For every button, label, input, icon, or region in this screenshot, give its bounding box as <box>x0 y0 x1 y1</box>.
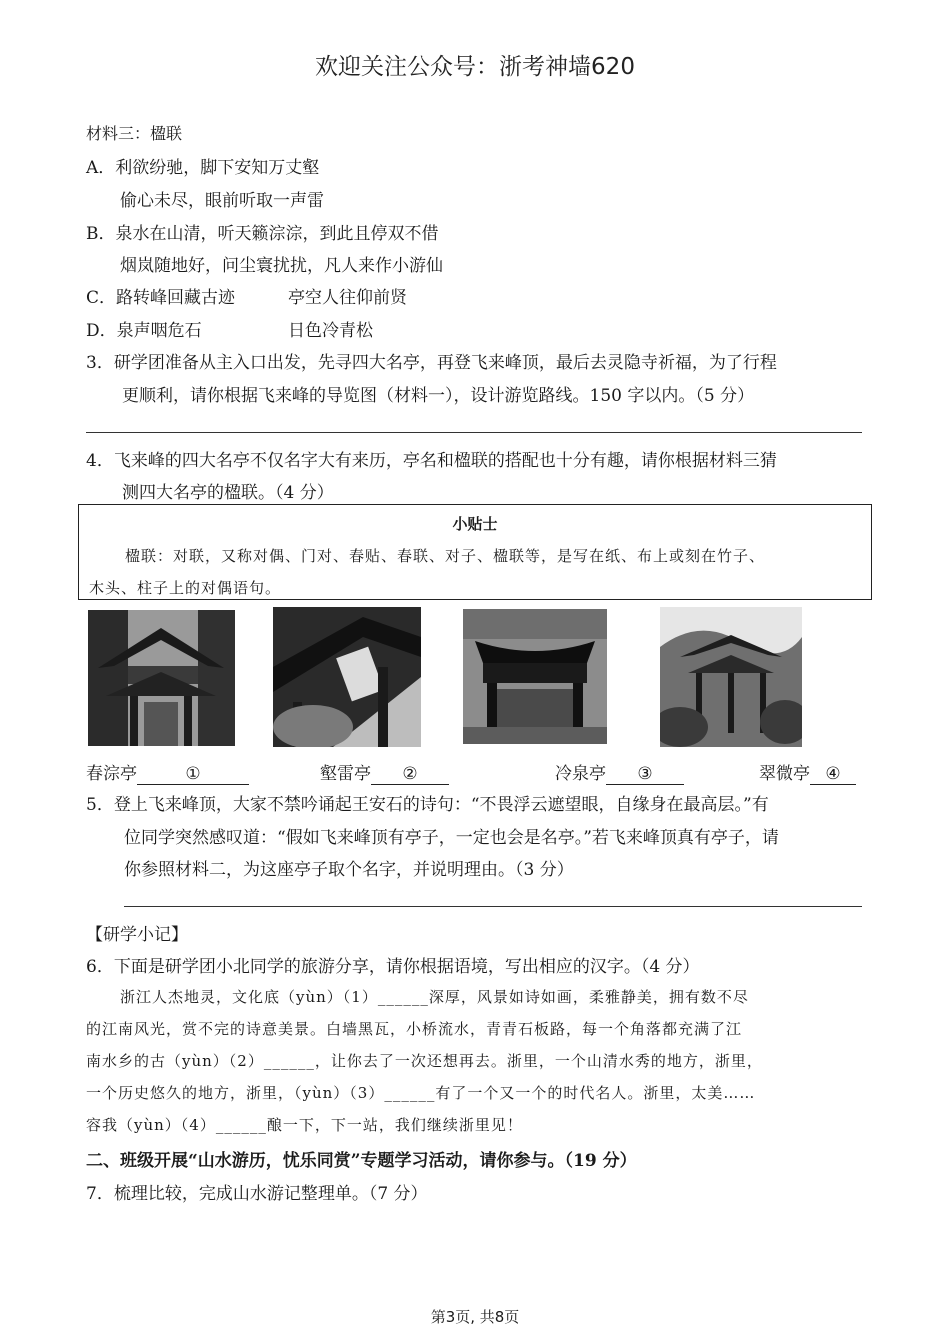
pavilion-name-3: 冷泉亭 <box>555 764 606 784</box>
q6-intro: 6．下面是研学团小北同学的旅游分享，请你根据语境，写出相应的汉字。（4 分） <box>86 957 700 977</box>
tip-line1: 楹联：对联，又称对偶、门对、春贴、春联、对子、楹联等，是写在纸、布上或刻在竹子、 <box>125 547 766 565</box>
q4-line2: 测四大名亭的楹联。（4 分） <box>122 483 334 503</box>
q3-line2: 更顺利，请你根据飞来峰的导览图（材料一），设计游览路线。150 字以内。（5 分） <box>122 386 755 406</box>
pavilion-name-2: 壑雷亭 <box>320 764 371 784</box>
tip-line2: 木头、柱子上的对偶语句。 <box>89 579 282 597</box>
q6-line5: 容我（yùn）（4）______酿一下，下一站，我们继续浙里见！ <box>86 1116 523 1134</box>
chuncong-pavilion-photo <box>88 610 235 746</box>
option-a-line1: A．利欲纷驰，脚下安知万丈壑 <box>86 158 320 178</box>
q5-answer-line <box>124 906 862 907</box>
tip-box <box>78 504 872 600</box>
q3-line1: 3．研学团准备从主入口出发，先寻四大名亭，再登飞来峰顶，最后去灵隐寺祈福，为了行程 <box>86 353 777 373</box>
q6-line4: 一个历史悠久的地方，浙里，（yùn）（3）______有了一个又一个的时代名人。浙里，太美…… <box>86 1084 756 1102</box>
pavilion-name-4: 翠微亭 <box>759 764 810 784</box>
material3-title: 材料三：楹联 <box>86 124 183 143</box>
tip-title: 小贴士 <box>452 515 498 533</box>
option-d-second: 日色冷青松 <box>288 321 373 341</box>
q5-line1: 5．登上飞来峰顶，大家不禁吟诵起王安石的诗句：“不畏浮云遮望眼，自缘身在最高层。”有 <box>86 795 769 815</box>
q4-line1: 4．飞来峰的四大名亭不仅名字大有来历，亭名和楹联的搭配也十分有趣，请你根据材料三猜 <box>86 451 777 471</box>
option-c-second: 亭空人往仰前贤 <box>288 288 407 308</box>
option-c-first: C．路转峰回藏古迹 <box>86 288 236 308</box>
page-header: 欢迎关注公众号：浙考神墙620 <box>315 54 635 80</box>
pavilion-blank-3[interactable]: ③ <box>606 764 684 785</box>
option-d-first: D．泉声咽危石 <box>86 321 202 341</box>
q6-line2: 的江南风光，赏不完的诗意美景。白墙黑瓦，小桥流水，青青石板路，每一个角落都充满了江 <box>86 1020 743 1038</box>
section-2-title: 二、班级开展“山水游历，忧乐同赏”专题学习活动，请你参与。（19 分） <box>86 1151 637 1171</box>
q6-line3: 南水乡的古（yùn）（2）______，让你去了一次还想再去。浙里，一个山清水秀的地方，浙里， <box>86 1052 763 1070</box>
option-b-line1: B．泉水在山清，听天籁淙淙，到此且停双不借 <box>86 224 439 244</box>
notes-title: 【研学小记】 <box>86 925 188 945</box>
helei-pavilion-photo <box>273 607 421 747</box>
q5-line2: 位同学突然感叹道：“假如飞来峰顶有亭子，一定也会是名亭。”若飞来峰顶真有亭子，请 <box>124 828 779 848</box>
pavilion-blank-2[interactable]: ② <box>371 764 449 785</box>
page-footer: 第3页, 共8页 <box>430 1308 520 1326</box>
lengquan-pavilion-photo <box>463 609 607 744</box>
pavilion-label-4 <box>759 759 856 785</box>
pavilion-name-1: 春淙亭 <box>86 764 137 784</box>
pavilion-label-1 <box>86 759 249 785</box>
cuiwei-pavilion-photo <box>660 607 802 747</box>
q3-answer-line <box>86 432 862 433</box>
q5-line3: 你参照材料二，为这座亭子取个名字，并说明理由。（3 分） <box>124 860 574 880</box>
pavilion-label-3 <box>555 759 684 785</box>
pavilion-blank-1[interactable]: ① <box>137 764 249 785</box>
q7: 7．梳理比较，完成山水游记整理单。（7 分） <box>86 1184 428 1204</box>
option-b-line2: 烟岚随地好，问尘寰扰扰，凡人来作小游仙 <box>120 256 443 276</box>
option-a-line2: 偷心未尽，眼前听取一声雷 <box>120 191 324 211</box>
pavilion-label-2 <box>320 759 449 785</box>
q6-line1: 浙江人杰地灵，文化底（yùn）（1）______深厚，风景如诗如画，柔雅静美，拥有数不尽 <box>120 988 749 1006</box>
pavilion-blank-4[interactable]: ④ <box>810 764 856 785</box>
